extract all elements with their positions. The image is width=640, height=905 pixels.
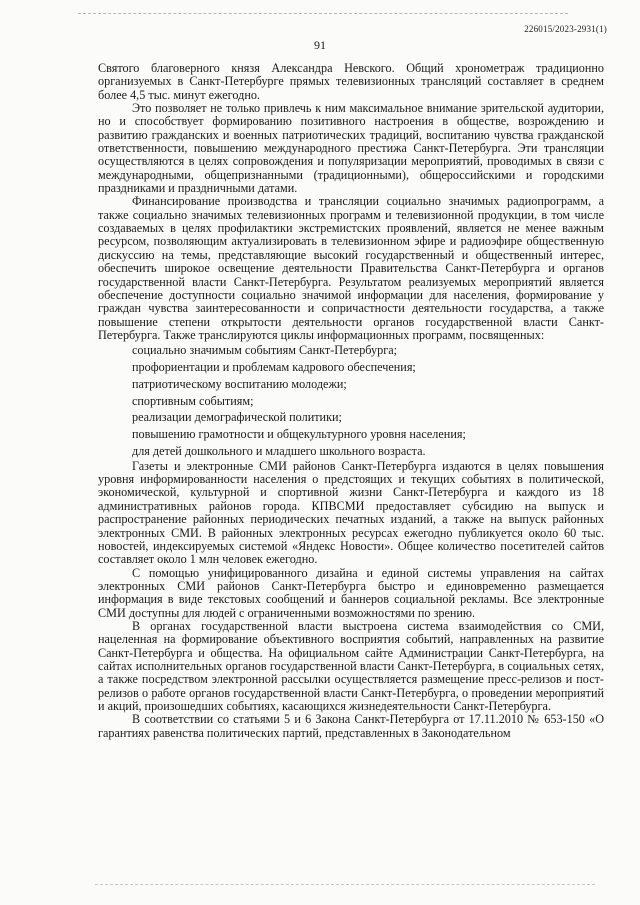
paragraph: Газеты и электронные СМИ районов Санкт-Петербурга издаются в целях повышения уровня информированности населения о предстоящих и текущих событиях в политической, экономической, культурной и спортивной жизни Санкт-Петербурга и каждого из 18 административных районов города. КПВСМИ предоставляет субсидию на выпуск и распространение районных периодических печатных изданий, а также на выпуск районных электронных СМИ. В районных электронных ресурсах ежегодно публикуется около 60 тыс. новостей, индексируемых системой «Яндекс Новости». Общее количество посетителей сайтов составляет около 1 млн человек ежегодно.: [98, 458, 604, 567]
paragraph: Финансирование производства и трансляции социально значимых радиопрограмм, а также социально значимых телевизионных программ и телевизионной продукции, в том числе создаваемых в целях профилактики экстремистских проявлений, является не менее важным ресурсом, позволяющим актуализировать в телевизионном эфире и радиоэфире общественную дискуссию на темы, представляющие высокий государственный и общественный интерес, обеспечить широкое освещение деятельности Правительства Санкт-Петербурга и органов государственной власти Санкт-Петербурга. Результатом реализуемых мероприятий является обеспечение доступности социально значимой информации для населения, формирование у граждан чувства заинтересованности и сопричастности деятельности государства, а также повышение степени открытости деятельности органов государственной власти Санкт-Петербурга. Также транслируются циклы информационных программ, посвященных:: [98, 194, 604, 342]
list-item: для детей дошкольного и младшего школьного возраста.: [132, 444, 426, 458]
list-item: социально значимым событиям Санкт-Петербурга;: [132, 343, 398, 358]
paragraph: В соответствии со статьями 5 и 6 Закона Санкт-Петербурга от 17.11.2010 № 653-150 «О гарантиях равенства политических партий, представленных в Законодательном: [98, 712, 604, 740]
scan-bottom-rule: [95, 884, 595, 885]
list-item: повышению грамотности и общекультурного уровня населения;: [132, 427, 466, 442]
document-number: 226015/2023-2931(1): [524, 24, 607, 34]
list-item: патриотическому воспитанию молодежи;: [132, 376, 347, 391]
paragraph: С помощью унифицированного дизайна и единой системы управления на сайтах электронных СМИ районов Санкт-Петербурга быстро и единовременно размещается информация в виде текстовых сообщений и баннеров социальной рекламы. Все электронные СМИ доступны для людей с ограниченными возможностями по зрению.: [98, 565, 604, 620]
paragraph: Это позволяет не только привлечь к ним максимальное внимание зрительской аудитории, но и способствует формированию позитивного настроения в обществе, возрождению и развитию гражданских и военных патриотических традиций, воспитанию чувства гражданской ответственности, повышению международного престижа Санкт-Петербурга. Эти трансляции осуществляются в целях сопровождения и популяризации мероприятий, проводимых в связи с международными, общепризнанными (традиционными), общероссийскими и городскими праздниками и праздничными датами.: [98, 101, 604, 196]
list-item: профориентации и проблемам кадрового обеспечения;: [132, 360, 416, 375]
page-body: [98, 62, 604, 740]
paragraph-continued: Святого благоверного князя Александра Невского. Общий хронометраж традиционно организуемых в Санкт-Петербурге прямых телевизионных трансляций составляет в среднем более 4,5 тыс. минут ежегодно.: [98, 61, 604, 102]
list-item: спортивным событиям;: [132, 393, 254, 408]
scan-top-rule: [78, 13, 568, 14]
page-number: 91: [314, 38, 326, 52]
list-item: реализации демографической политики;: [132, 410, 342, 425]
program-topics-list: [98, 342, 604, 460]
paragraph: В органах государственной власти выстроена система взаимодействия со СМИ, нацеленная на формирование объективного восприятия событий, направленных на развитие Санкт-Петербурга и общества. На официальном сайте Администрации Санкт-Петербурга, на сайтах исполнительных органов государственной власти Санкт-Петербурга, в социальных сетях, а также посредством электронной рассылки осуществляется размещение пресс-релизов и пост-релизов о работе органов государственной власти Санкт-Петербурга, о проведении мероприятий и акций, произошедших событиях, касающихся жизнедеятельности Санкт-Петербурга.: [98, 618, 604, 713]
